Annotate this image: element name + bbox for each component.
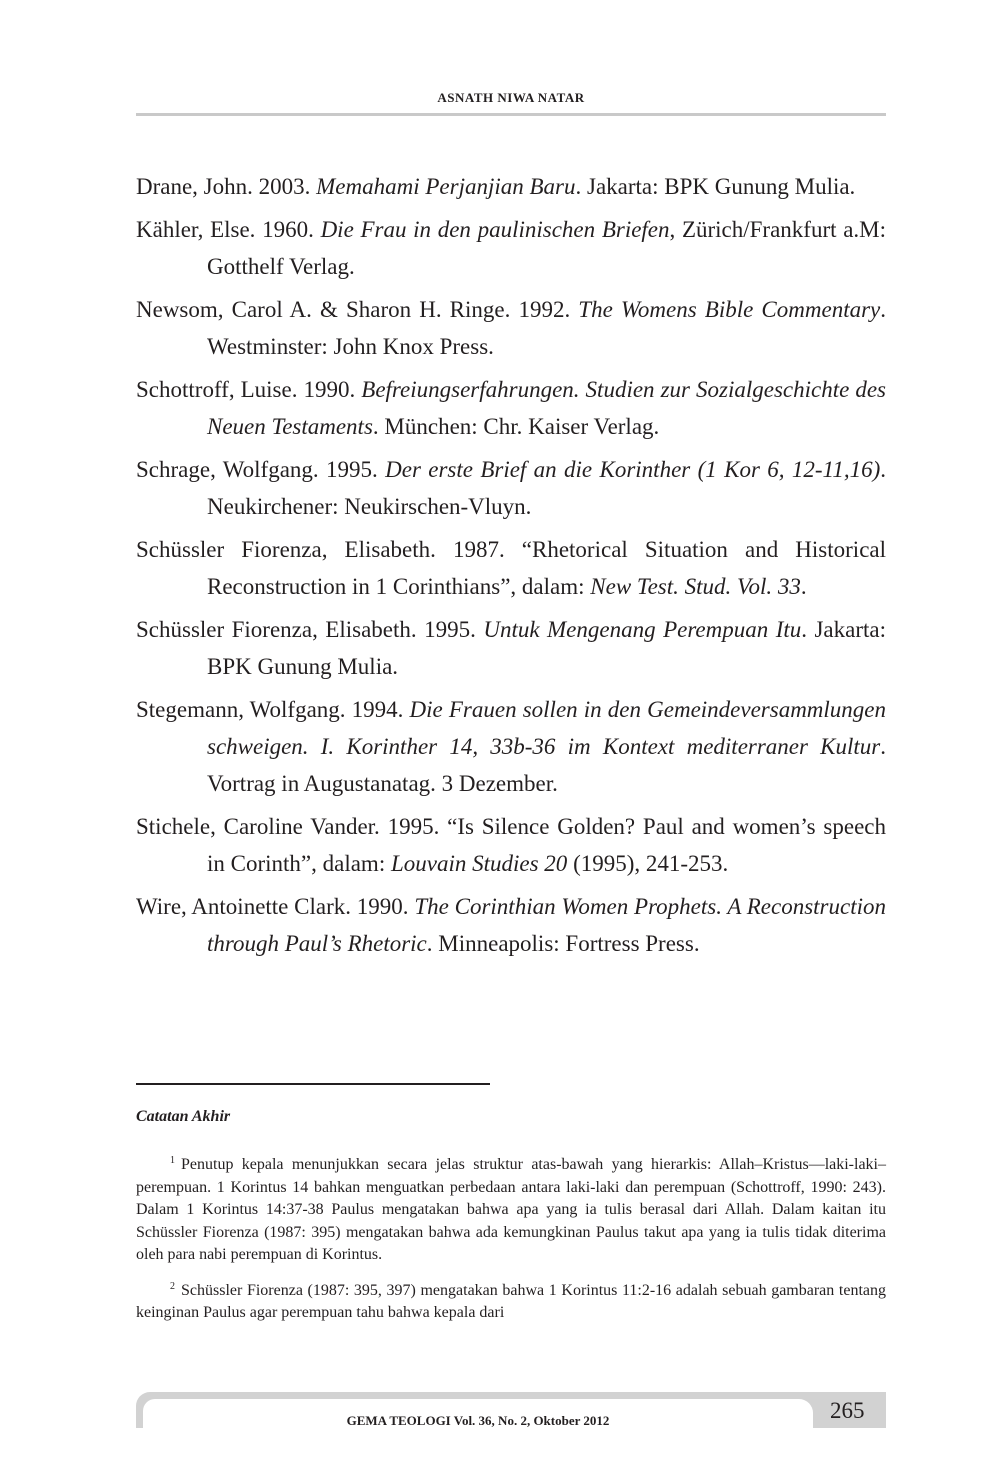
endnote <box>136 1150 886 1267</box>
entry-title: Die Frau in den paulinischen Briefen <box>320 217 670 242</box>
bibliography-entry: Stichele, Caroline Vander. 1995. “Is Silence Golden? Paul and women’s speech in Corinth”, dalam: Louvain Studies 20 (1995), 241-253. <box>136 814 886 876</box>
entry-title: Der erste Brief an die Korinther (1 Kor 6, 12-11,16) <box>385 457 881 482</box>
endnote-text: Schüssler Fiorenza (1987: 395, 397) mengatakan bahwa 1 Korintus 11:2-16 adalah sebuah gambaran tentang keinginan Paulus agar perempuan tahu bahwa kepala dari <box>136 1281 886 1321</box>
endnote-text: Penutup kepala menunjukkan secara jelas struktur atas-bawah yang hierarkis: Allah–Kristus—laki-laki–perempuan. 1 Korintus 14 bahkan menguatkan perbedaan antara laki-laki dan perempuan (Schottroff, 1990: 243). Dalam 1 Korintus 14:37-38 Paulus mengatakan bahwa apa yang ia tulis berasal dari Allah. Dalam kaitan itu Schüssler Fiorenza (1987: 395) mengatakan bahwa ada kemungkinan Paulus takut apa yang ia tulis tidak diterima oleh para nabi perempuan di Korintus. <box>136 1156 886 1263</box>
endnote-number: 2 <box>170 1280 175 1292</box>
entry-title: The Womens Bible Commentary <box>578 297 881 322</box>
endnote <box>136 1276 886 1325</box>
bibliography-list <box>136 168 886 968</box>
entry-title: Die Frauen sollen in den Gemeindeversammlungen schweigen. I. Korinther 14, 33b-36 im Kontext mediterraner Kultur <box>207 697 887 759</box>
bibliography-entry: Schottroff, Luise. 1990. Befreiungserfahrungen. Studien zur Sozialgeschichte des Neuen Testaments. München: Chr. Kaiser Verlag. <box>136 377 886 439</box>
header-rule <box>136 113 886 116</box>
bibliography-entry: Schrage, Wolfgang. 1995. Der erste Brief an die Korinther (1 Kor 6, 12-11,16). Neukirchener: Neukirschen-Vluyn. <box>136 457 886 519</box>
bibliography-entry: Stegemann, Wolfgang. 1994. Die Frauen sollen in den Gemeindeversammlungen schweigen. I. Korinther 14, 33b-36 im Kontext mediterraner Kultur. Vortrag in Augustanatag. 3 Dezember. <box>136 697 887 796</box>
entry-title: New Test. Stud. Vol. 33 <box>590 574 801 599</box>
bibliography-entry: Drane, John. 2003. Memahami Perjanjian Baru. Jakarta: BPK Gunung Mulia. <box>136 174 856 199</box>
bibliography-entry: Schüssler Fiorenza, Elisabeth. 1995. Untuk Mengenang Perempuan Itu. Jakarta: BPK Gunung Mulia. <box>136 617 886 679</box>
bibliography-entry: Newsom, Carol A. & Sharon H. Ringe. 1992. The Womens Bible Commentary. Westminster: John Knox Press. <box>136 297 886 359</box>
page-number: 265 <box>830 1398 865 1423</box>
notes-heading: Catatan Akhir <box>136 1108 231 1125</box>
bibliography-entry: Wire, Antoinette Clark. 1990. The Corinthian Women Prophets. A Reconstruction through Paul’s Rhetoric. Minneapolis: Fortress Press. <box>136 894 886 956</box>
entry-title: Memahami Perjanjian Baru <box>316 174 576 199</box>
footer-journal-title: GEMA TEOLOGI Vol. 36, No. 2, Oktober 2012 <box>346 1413 610 1428</box>
entry-title: Befreiungserfahrungen. Studien zur Sozialgeschichte des Neuen Testaments <box>207 377 886 439</box>
running-head: ASNATH NIWA NATAR <box>437 90 585 105</box>
notes-separator <box>136 1083 490 1085</box>
bibliography-entry: Schüssler Fiorenza, Elisabeth. 1987. “Rhetorical Situation and Historical Reconstruction in 1 Corinthians”, dalam: New Test. Stud. Vol. 33. <box>136 537 886 599</box>
bibliography-entry: Kähler, Else. 1960. Die Frau in den paulinischen Briefen, Zürich/Frankfurt a.M: Gotthelf Verlag. <box>136 217 886 279</box>
endnote-number: 1 <box>170 1155 175 1166</box>
entry-title: Untuk Mengenang Perempuan Itu <box>483 617 802 642</box>
entry-title: The Corinthian Women Prophets. A Reconstruction through Paul’s Rhetoric <box>207 894 886 956</box>
entry-title: Louvain Studies 20 <box>390 851 568 876</box>
endnotes-list <box>136 1150 886 1334</box>
